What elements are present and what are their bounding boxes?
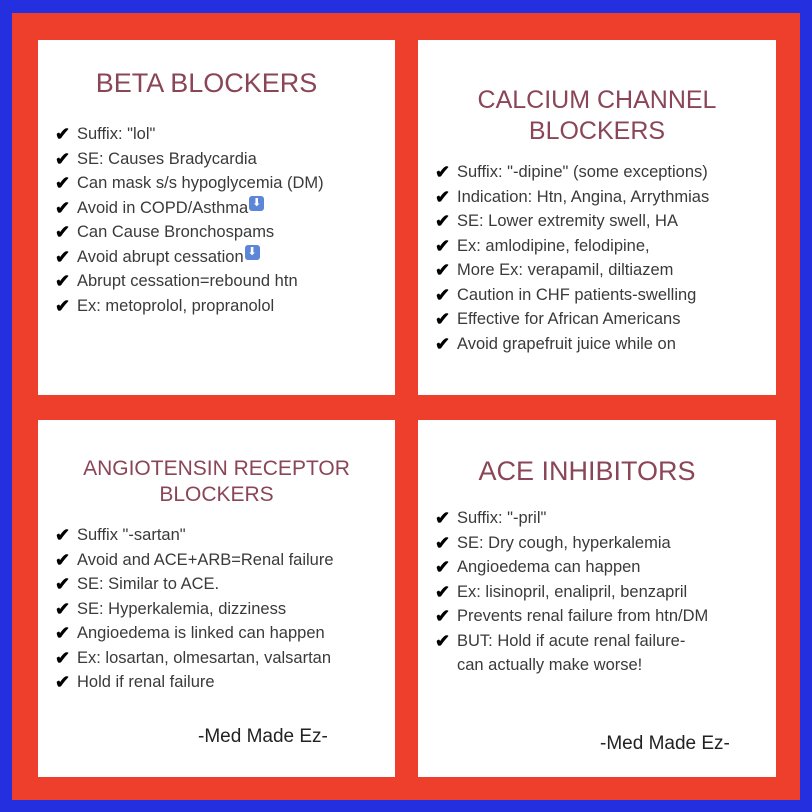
check-icon: ✔ (55, 672, 71, 692)
item-text: Can Cause Bronchospams (77, 223, 275, 241)
list-item (435, 604, 708, 629)
check-icon: ✔ (55, 246, 71, 267)
check-icon: ✔ (55, 124, 71, 144)
angiotensin-receptor-blockers-card (38, 420, 395, 777)
item-text: Suffix: "lol" (77, 125, 156, 143)
title-line: BLOCKERS (528, 117, 666, 145)
list-item (55, 171, 324, 196)
check-icon: ✔ (435, 508, 451, 528)
list-item (55, 245, 324, 270)
beta-blockers-card (38, 40, 395, 395)
list-item (435, 258, 709, 283)
list-item (435, 209, 709, 234)
item-text: Avoid and ACE+ARB=Renal failure (77, 550, 334, 569)
item-text: Suffix: "-pril" (457, 509, 547, 527)
check-icon: ✔ (55, 549, 71, 570)
item-list (435, 160, 709, 356)
item-list (55, 122, 324, 318)
check-icon: ✔ (435, 162, 451, 182)
list-item (435, 629, 708, 654)
signature: -Med Made Ez- (198, 726, 328, 747)
item-text: SE: Hyperkalemia, dizziness (77, 599, 287, 618)
check-icon: ✔ (435, 186, 451, 207)
item-text: Effective for African Americans (457, 310, 681, 328)
check-icon: ✔ (435, 309, 451, 329)
title-line: CALCIUM CHANNEL (477, 86, 717, 114)
item-text: Indication: Htn, Angina, Arrythmias (457, 187, 710, 206)
list-item (55, 220, 324, 245)
check-icon: ✔ (435, 260, 451, 280)
list-item (55, 147, 324, 172)
item-text: Hold if renal failure (77, 673, 215, 691)
item-text: Abrupt cessation=rebound htn (77, 272, 298, 290)
check-icon: ✔ (55, 574, 71, 594)
check-icon: ✔ (55, 222, 71, 242)
list-item (55, 670, 334, 695)
card-title (418, 85, 776, 147)
card-title: BETA BLOCKERS (95, 68, 318, 98)
check-icon: ✔ (435, 284, 451, 305)
down-arrow-icon: ⬇ (245, 245, 260, 260)
list-item (55, 196, 324, 221)
item-text: More Ex: verapamil, diltiazem (457, 261, 674, 279)
check-icon: ✔ (435, 557, 451, 577)
check-icon: ✔ (435, 581, 451, 602)
check-icon: ✔ (435, 211, 451, 231)
list-item (55, 548, 334, 573)
item-text: Avoid in COPD/Asthma (77, 198, 249, 217)
item-text: Prevents renal failure from htn/DM (457, 607, 709, 625)
list-item (435, 580, 708, 605)
item-text: Avoid abrupt cessation (77, 247, 244, 266)
item-list (435, 506, 708, 678)
list-item (55, 572, 334, 597)
check-icon: ✔ (55, 148, 71, 169)
list-item (55, 122, 324, 147)
list-item (55, 294, 324, 319)
check-icon: ✔ (55, 271, 71, 291)
list-item (55, 523, 334, 548)
item-list (55, 523, 334, 695)
item-text: Angioedema can happen (457, 558, 641, 576)
title-line: BLOCKERS (159, 483, 274, 506)
card-title (38, 456, 395, 508)
list-item (435, 283, 709, 308)
calcium-channel-blockers-card (418, 40, 776, 395)
list-item (435, 531, 708, 556)
list-item (55, 621, 334, 646)
item-text: Ex: metoprolol, propranolol (77, 296, 275, 315)
item-text: SE: Similar to ACE. (77, 575, 220, 593)
item-text: Avoid grapefruit juice while on (457, 334, 676, 353)
check-icon: ✔ (435, 606, 451, 626)
list-item (55, 597, 334, 622)
list-item (435, 555, 708, 580)
check-icon: ✔ (55, 647, 71, 668)
item-text: SE: Lower extremity swell, HA (457, 212, 678, 230)
list-item (435, 185, 709, 210)
signature: -Med Made Ez- (600, 733, 730, 754)
list-item (435, 307, 709, 332)
check-icon: ✔ (55, 525, 71, 545)
item-text: Ex: lisinopril, enalipril, benzapril (457, 582, 688, 601)
item-text: Ex: losartan, olmesartan, valsartan (77, 648, 332, 667)
item-text: SE: Causes Bradycardia (77, 149, 257, 168)
check-icon: ✔ (55, 197, 71, 218)
check-icon: ✔ (435, 532, 451, 553)
check-icon: ✔ (435, 630, 451, 651)
item-text: Can mask s/s hypoglycemia (DM) (77, 174, 324, 192)
list-item (55, 269, 324, 294)
list-item (435, 160, 709, 185)
list-item (435, 332, 709, 357)
item-text: Ex: amlodipine, felodipine, (457, 236, 650, 255)
down-arrow-icon: ⬇ (249, 196, 264, 211)
list-item (55, 646, 334, 671)
check-icon: ✔ (435, 235, 451, 256)
ace-inhibitors-card (418, 420, 776, 777)
item-text: Caution in CHF patients-swelling (457, 285, 697, 304)
item-text: SE: Dry cough, hyperkalemia (457, 533, 671, 552)
list-item (435, 234, 709, 259)
check-icon: ✔ (55, 623, 71, 643)
check-icon: ✔ (435, 333, 451, 354)
check-icon: ✔ (55, 295, 71, 316)
card-title: ACE INHIBITORS (478, 456, 696, 486)
item-text: Suffix "-sartan" (77, 526, 186, 544)
title-line: ANGIOTENSIN RECEPTOR (83, 457, 350, 480)
check-icon: ✔ (55, 173, 71, 193)
list-item (435, 506, 708, 531)
check-icon: ✔ (55, 598, 71, 619)
item-text: can actually make worse! (457, 656, 643, 674)
list-item-continuation (435, 653, 708, 678)
item-text: Suffix: "-dipine" (some exceptions) (457, 163, 708, 181)
item-text: BUT: Hold if acute renal failure- (457, 631, 686, 650)
item-text: Angioedema is linked can happen (77, 624, 325, 642)
